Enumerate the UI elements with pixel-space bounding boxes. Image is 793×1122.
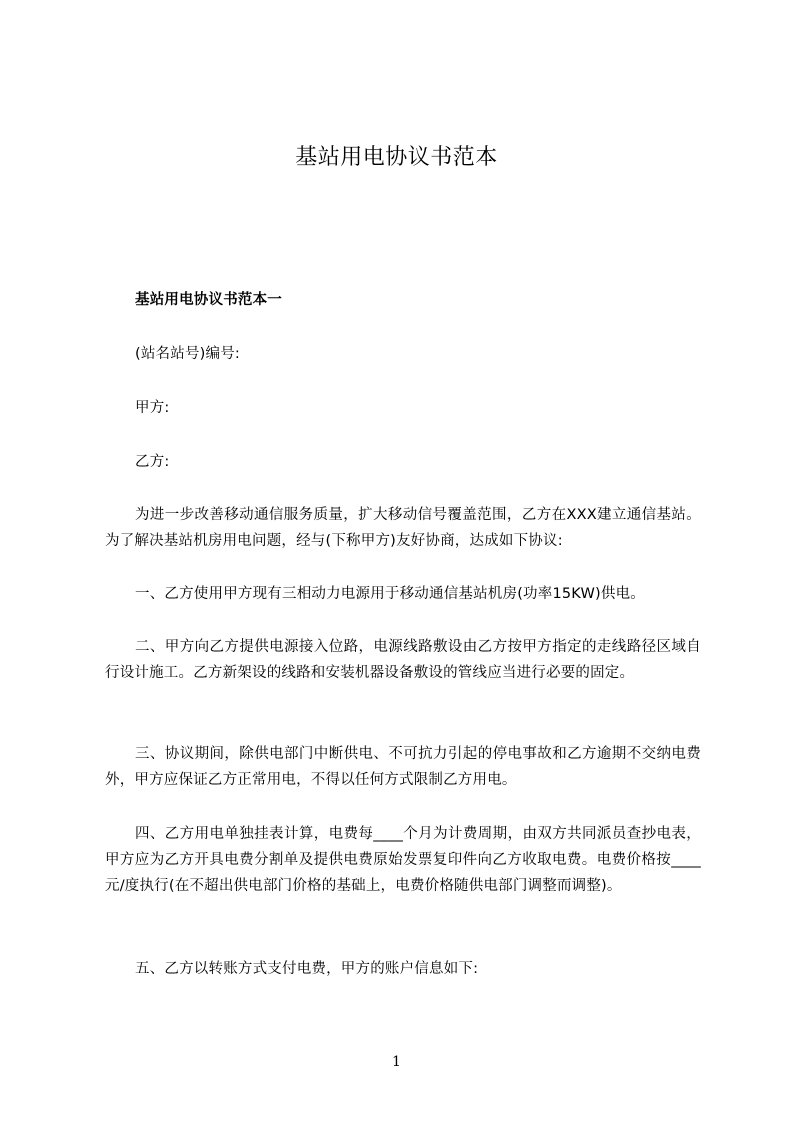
clause-2-paragraph: 二、甲方向乙方提供电源接入位路，电源线路敷设由乙方按甲方指定的走线路径区域自行设计施工。乙方新架设的线路和安装机器设备敷设的管线应当进行必要的固定。	[105, 639, 701, 681]
page-number: 1	[392, 1054, 401, 1070]
party-a-field: 甲方:	[135, 400, 170, 416]
clause-1-paragraph: 一、乙方使用甲方现有三相动力电源用于移动通信基站机房(功率15KW)供电。	[135, 586, 645, 602]
station-number-field: (站名站号)编号:	[135, 346, 240, 362]
clause-4-paragraph: 四、乙方用电单独挂表计算，电费每____个月为计费周期，由双方共同派员查抄电表，甲方应为乙方开具电费分割单及提供电费原始发票复印件向乙方收取电费。电费价格按____元/度执行(在不超出供电部门价格的基础上，电费价格随供电部门调整而调整)。	[105, 826, 701, 894]
intro-paragraph: 为进一步改善移动通信服务质量，扩大移动信号覆盖范围，乙方在XXX建立通信基站。为了解决基站机房用电问题，经与(下称甲方)友好协商，达成如下协议:	[105, 507, 701, 549]
clause-5-paragraph: 五、乙方以转账方式支付电费，甲方的账户信息如下:	[135, 961, 479, 977]
party-b-field: 乙方:	[135, 454, 170, 470]
section-heading: 基站用电协议书范本一	[135, 292, 282, 308]
clause-3-paragraph: 三、协议期间，除供电部门中断供电、不可抗力引起的停电事故和乙方逾期不交纳电费外，甲方应保证乙方正常用电，不得以任何方式限制乙方用电。	[105, 746, 701, 788]
document-title: 基站用电协议书范本	[295, 145, 498, 170]
